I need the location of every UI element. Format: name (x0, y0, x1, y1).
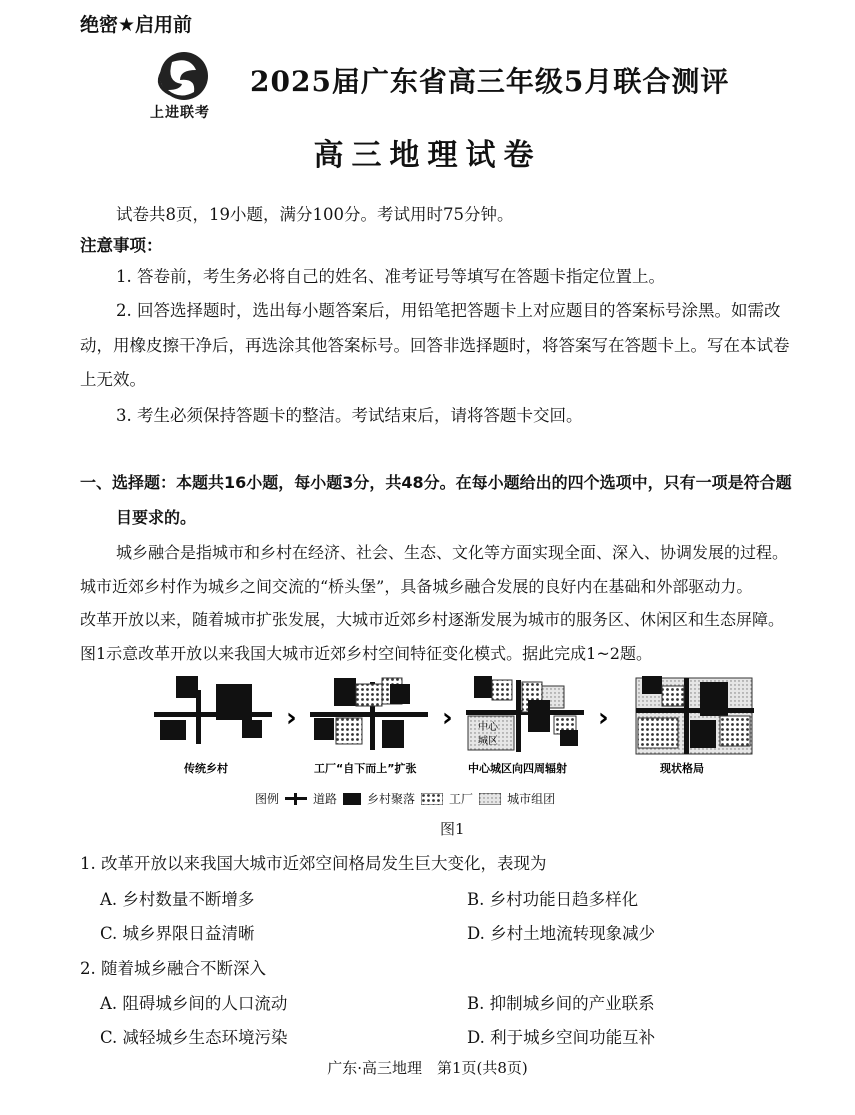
notice-item-1: 1. 答卷前，考生务必将自己的姓名、准考证号等填写在答题卡指定位置上。 (116, 267, 665, 286)
stage-factory-expansion (310, 678, 428, 750)
notice-heading: 注意事项： (80, 236, 163, 255)
question-2-option-b: B. 抑制城乡间的产业联系 (467, 994, 655, 1013)
passage-line-4: 图1示意改革开放以来我国大城市近郊乡村空间特征变化模式。据此完成1~2题。 (80, 644, 652, 663)
section-heading-line-2: 目要求的。 (116, 508, 197, 527)
notice-item-3: 3. 考生必须保持答题卡的整洁。考试结束后，请将答题卡交回。 (116, 406, 583, 425)
question-2-option-c: C. 减轻城乡生态环境污染 (100, 1028, 288, 1047)
center-city-label-2: 城区 (478, 736, 498, 747)
passage-line-3: 改革开放以来，随着城市扩张发展，大城市近郊乡村逐渐发展为城市的服务区、休闲区和生态屏障。 (80, 610, 785, 629)
question-2-stem: 2. 随着城乡融合不断深入 (80, 959, 266, 978)
secret-mark: 绝密★启用前 (80, 14, 193, 36)
legend-title: 图例 (255, 792, 280, 806)
exam-title: 2025届广东省高三年级5月联合测评 (250, 65, 730, 98)
passage-line-2: 城市近郊乡村作为城乡之间交流的“桥头堡”，具备城乡融合发展的良好内在基础和外部驱动力。 (80, 577, 753, 596)
notice-item-2-line-1: 2. 回答选择题时，选出每小题答案后，用铅笔把答题卡上对应题目的答案标号涂黑。如需改 (116, 301, 781, 320)
legend-road: 道路 (313, 792, 338, 806)
stage-traditional-village (154, 676, 272, 744)
road-legend-icon (285, 793, 307, 805)
notice-item-2-line-3: 上无效。 (80, 370, 146, 389)
legend-factory: 工厂 (449, 792, 474, 806)
subject-title: 高三地理试卷 (313, 138, 542, 173)
stage-label-1: 传统乡村 (184, 762, 228, 775)
page-footer: 广东·高三地理 第1页(共8页) (327, 1059, 528, 1077)
village-legend-icon (343, 793, 361, 805)
exam-summary: 试卷共8页，19小题，满分100分。考试用时75分钟。 (116, 205, 514, 224)
arrow-icon-1: › (286, 703, 297, 733)
question-1-stem: 1. 改革开放以来我国大城市近郊空间格局发生巨大变化，表现为 (80, 854, 547, 873)
question-2-option-a: A. 阻碍城乡间的人口流动 (100, 994, 288, 1013)
question-1-option-b: B. 乡村功能日趋多样化 (467, 890, 639, 909)
figure-legend (255, 790, 555, 807)
stage-label-4: 现状格局 (660, 762, 704, 775)
stage-current-pattern (636, 676, 754, 754)
legend-village: 乡村聚落 (367, 792, 416, 806)
center-city-label-1: 中心 (478, 722, 498, 733)
figure-caption: 图1 (440, 820, 465, 838)
factory-legend-icon (421, 793, 443, 805)
question-1-option-d: D. 乡村土地流转现象减少 (467, 924, 656, 943)
notice-item-2-line-2: 动，用橡皮擦干净后，再选涂其他答案标号。回答非选择题时，将答案写在答题卡上。写在本试卷 (80, 336, 790, 355)
section-heading-line-1: 一、选择题：本题共16小题，每小题3分，共48分。在每小题给出的四个选项中，只有一项是符合题 (80, 473, 792, 492)
city-legend-icon (479, 793, 501, 805)
stage-center-radiation (466, 676, 584, 752)
question-1-option-a: A. 乡村数量不断增多 (100, 890, 255, 909)
question-2-option-d: D. 利于城乡空间功能互补 (467, 1028, 656, 1047)
passage-line-1: 城乡融合是指城市和乡村在经济、社会、生态、文化等方面实现全面、深入、协调发展的过程。 (116, 543, 789, 562)
arrow-icon-2: › (442, 703, 453, 733)
legend-city: 城市组团 (507, 792, 556, 806)
stage-label-2: 工厂“自下而上”扩张 (314, 762, 417, 775)
stage-label-3: 中心城区向四周辐射 (468, 762, 567, 775)
logo-text: 上进联考 (150, 105, 210, 121)
arrow-icon-3: › (598, 703, 609, 733)
question-1-option-c: C. 城乡界限日益清晰 (100, 924, 255, 943)
